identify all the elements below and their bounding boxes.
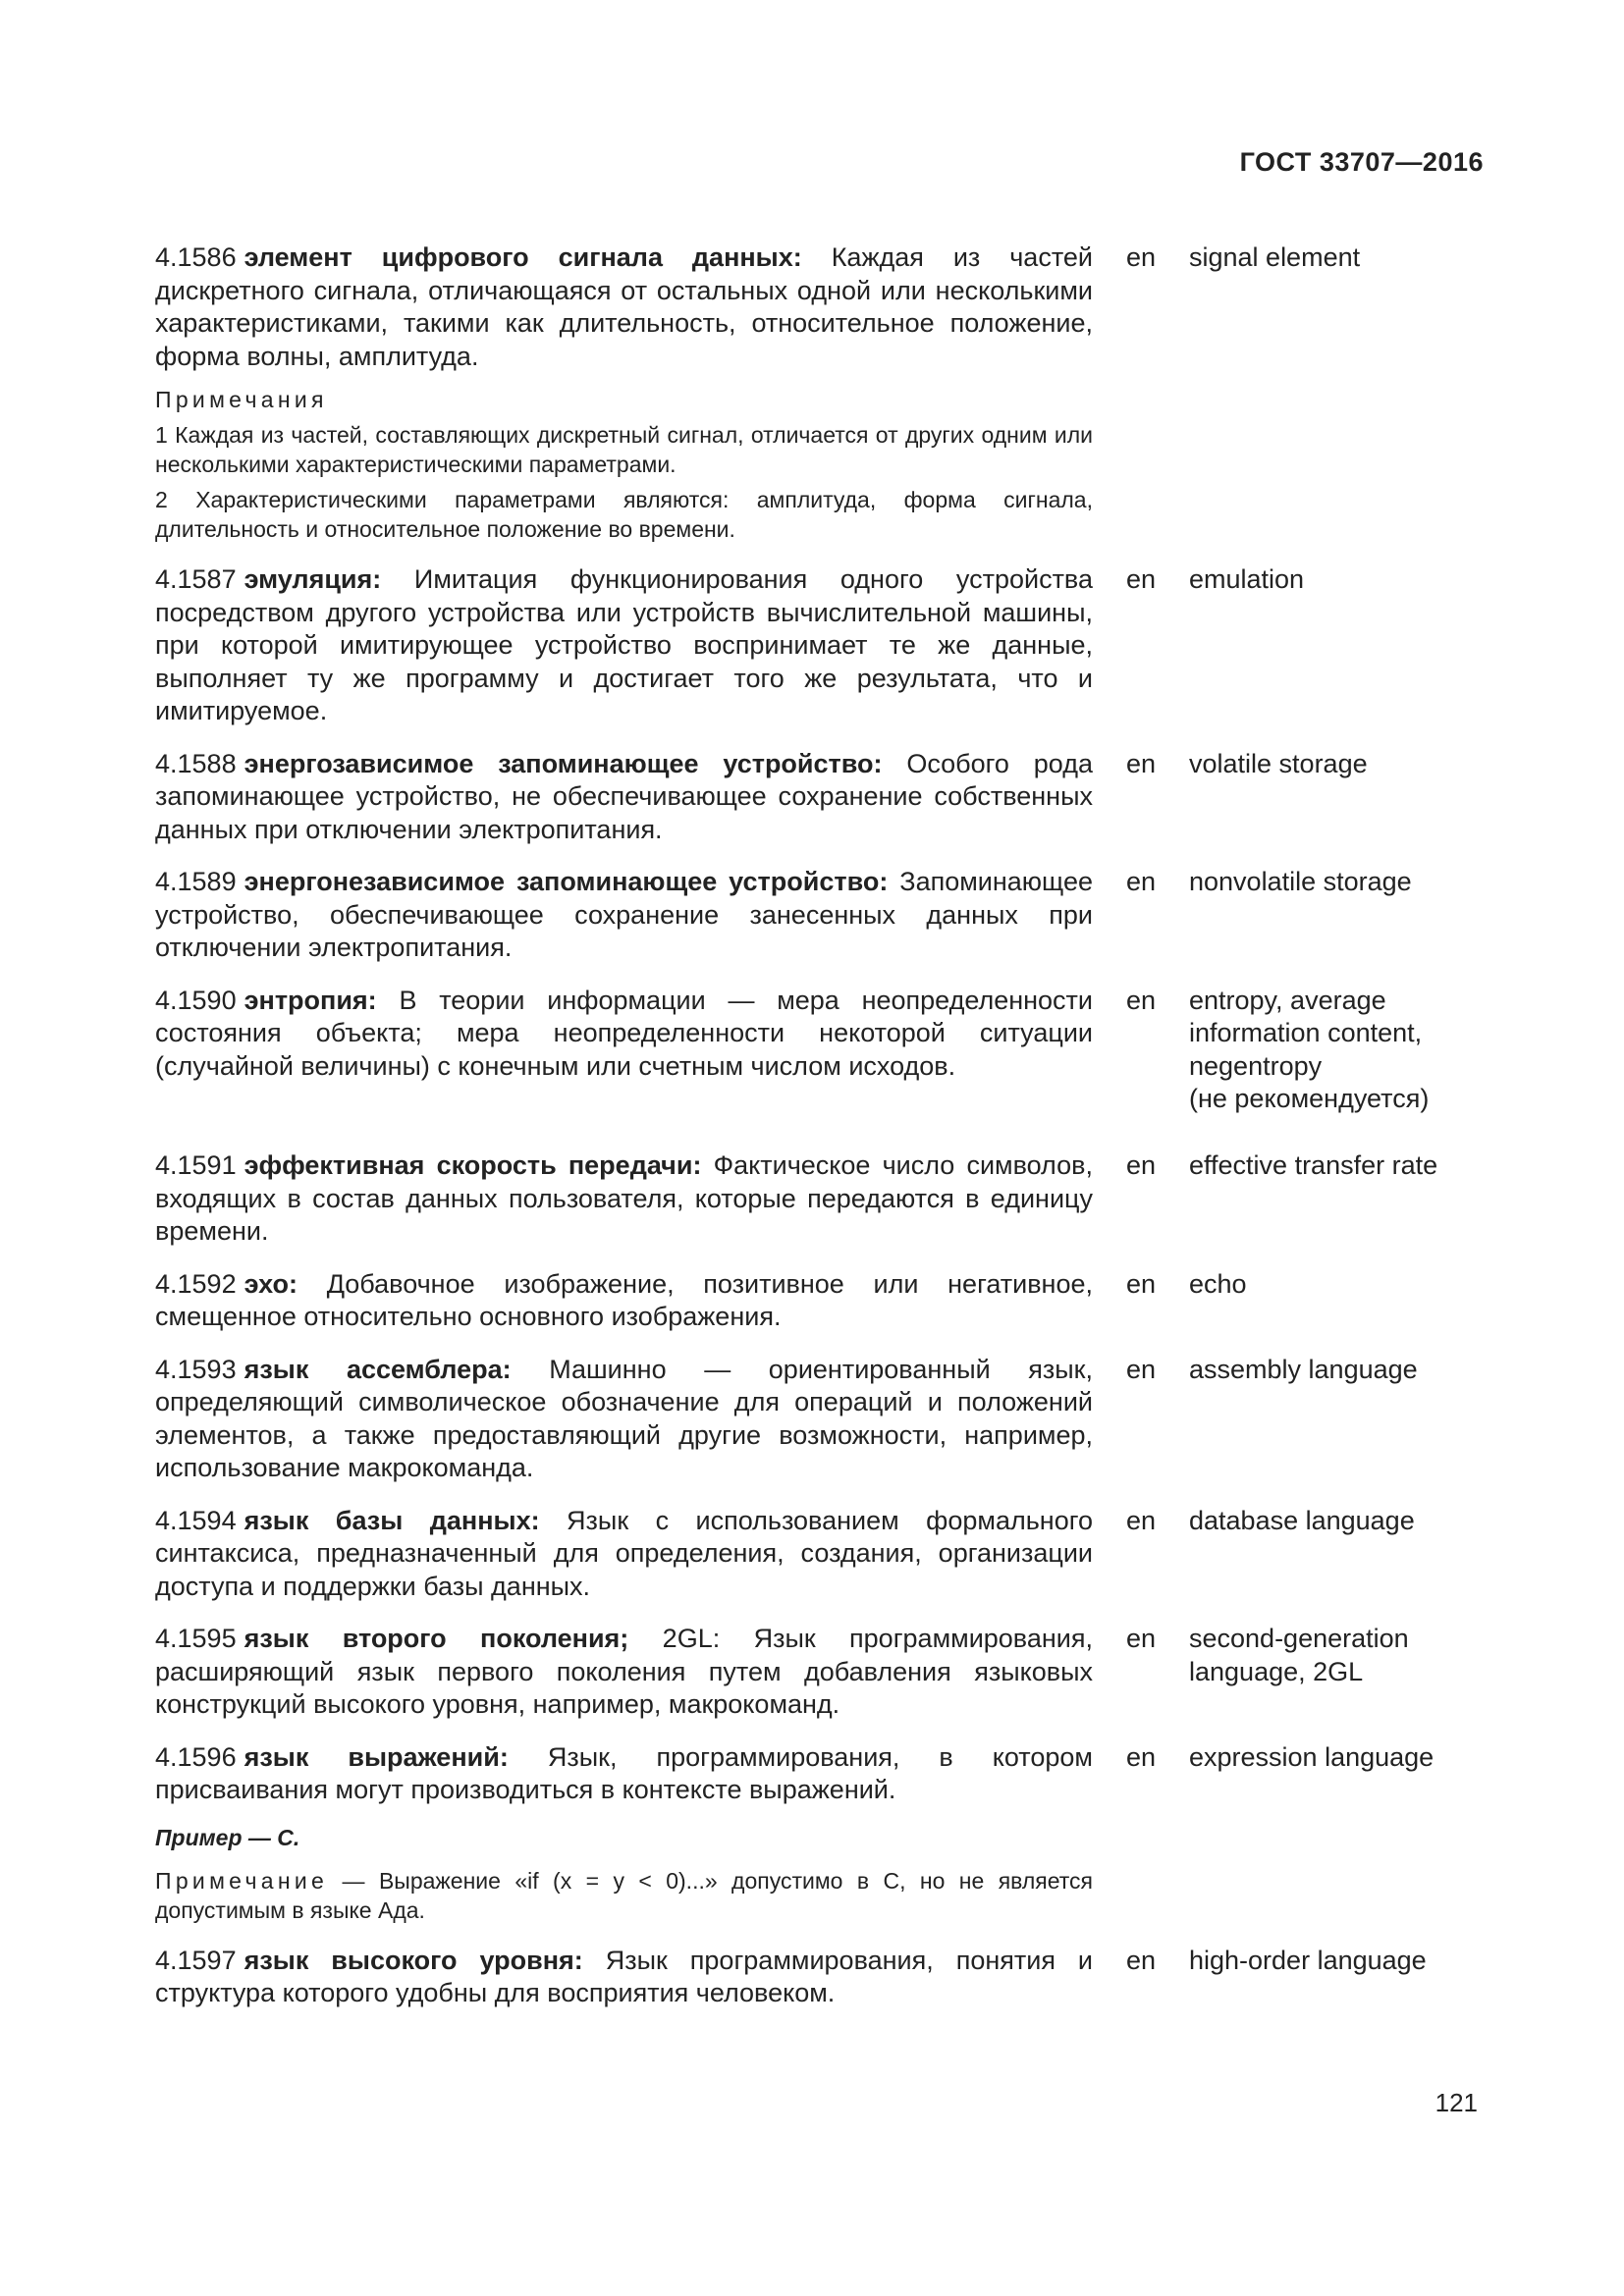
term-entries — [0, 241, 1624, 2030]
term-entry-4-1597 — [0, 1945, 1624, 2010]
term-entry-4-1596 — [0, 1741, 1624, 1925]
term-definition — [155, 241, 1093, 373]
term-entry-4-1594 — [0, 1505, 1624, 1604]
term-equivalent: assembly language — [1189, 1354, 1418, 1384]
term-definition — [155, 1354, 1093, 1485]
term-definition-text: 2GL: Язык программирования, расширяющий язык первого поколения путем добавления языковых конструкций высокого уровня, например, макрокоманд. — [155, 1624, 1093, 1719]
term-entry-4-1592 — [0, 1268, 1624, 1334]
term-name: элемент цифрового сигнала данных: — [244, 242, 802, 272]
term-equivalent-line: negentropy — [1189, 1050, 1323, 1081]
term-entry-4-1595 — [0, 1623, 1624, 1722]
page-number: 121 — [1435, 2088, 1478, 2117]
note-item: 1 Каждая из частей, составляющих дискретный сигнал, отличается от других одним или несколькими характеристическими параметрами. — [155, 422, 1093, 477]
term-number: 4.1596 — [155, 1741, 237, 1772]
term-equivalent: volatile storage — [1189, 748, 1368, 778]
term-equivalent: signal element — [1189, 242, 1361, 272]
term-entry-4-1587 — [0, 563, 1624, 728]
term-name: энтропия: — [244, 985, 377, 1015]
term-name: язык ассемблера: — [244, 1354, 512, 1384]
term-equivalent: emulation — [1189, 564, 1305, 594]
term-number: 4.1593 — [155, 1354, 237, 1384]
term-name: язык базы данных: — [244, 1505, 540, 1535]
term-definition-text: Имитация функционирования одного устройства посредством другого устройства или устройств вычислительной машины, при которой имитирующее устройство воспринимает те же данные, выполняет ту же программу и достигает того же результата, что и имитируемое. — [155, 564, 1093, 725]
term-equivalent: high-order language — [1189, 1945, 1427, 1975]
term-definition — [155, 748, 1093, 847]
term-number: 4.1588 — [155, 748, 237, 778]
term-definition-text: В теории информации — мера неопределенности состояния объекта; мера неопределенности некоторой ситуации (случайной величины) с конечным или счетным числом исходов. — [155, 985, 1093, 1081]
term-language: en — [1126, 867, 1157, 896]
note-label: Примечание — [155, 1867, 329, 1894]
term-number: 4.1590 — [155, 985, 237, 1015]
term-equivalent — [1189, 985, 1523, 1116]
term-name: эффективная скорость передачи: — [244, 1150, 702, 1180]
term-definition — [155, 1268, 1093, 1334]
term-language: en — [1126, 1150, 1157, 1180]
term-number: 4.1586 — [155, 242, 237, 272]
term-language: en — [1126, 1268, 1157, 1299]
notes-heading: Примечания — [155, 387, 328, 412]
term-number: 4.1595 — [155, 1624, 237, 1653]
term-definition — [155, 1149, 1093, 1249]
term-equivalent-line: second-generation — [1189, 1624, 1409, 1653]
term-entry-4-1590 — [0, 985, 1624, 1117]
term-definition — [155, 985, 1093, 1084]
term-name: эхо: — [244, 1268, 298, 1299]
term-definition — [155, 866, 1093, 965]
term-definition-text: Добавочное изображение, позитивное или негативное, смещенное относительно основного изображения. — [155, 1268, 1093, 1331]
term-entry-4-1588 — [0, 748, 1624, 847]
term-entry-4-1591 — [0, 1149, 1624, 1249]
note-text: — Выражение «if (x = y < 0)...» допустимо в С, но не является допустимым в языке Ада. — [155, 1867, 1093, 1923]
term-name: энергонезависимое запоминающее устройство: — [244, 867, 889, 896]
term-equivalent: effective transfer rate — [1189, 1150, 1438, 1180]
term-definition-text: Фактическое число символов, входящих в состав данных пользователя, которые передаются в единицу времени. — [155, 1150, 1093, 1246]
term-number: 4.1587 — [155, 564, 237, 594]
term-equivalent-line: (не рекомендуется) — [1189, 1084, 1430, 1113]
term-number: 4.1591 — [155, 1150, 237, 1180]
term-definition — [155, 1741, 1093, 1807]
term-entry-4-1589 — [0, 866, 1624, 965]
term-name: энергозависимое запоминающее устройство: — [244, 748, 883, 778]
term-number: 4.1597 — [155, 1945, 237, 1975]
term-entry-4-1586 — [0, 241, 1624, 544]
term-language: en — [1126, 748, 1157, 778]
term-name: язык высокого уровня: — [244, 1945, 583, 1975]
term-language: en — [1126, 564, 1157, 594]
term-equivalent-line: information content, — [1189, 1018, 1423, 1047]
inline-note — [155, 1866, 1093, 1925]
term-definition-text: Язык, программирования, в котором присваивания могут производиться в контексте выражений. — [155, 1741, 1093, 1804]
term-equivalent: echo — [1189, 1268, 1247, 1299]
term-name: язык выражений: — [244, 1741, 509, 1772]
document-standard-header: ГОСТ 33707—2016 — [1239, 147, 1484, 177]
term-definition-text: Машинно — ориентированный язык, определяющий символическое обозначение для операций и положений элементов, а также предоставляющий другие возможности, например, использование макрокоманда. — [155, 1354, 1093, 1482]
term-equivalent: expression language — [1189, 1741, 1435, 1772]
term-language: en — [1126, 1505, 1157, 1535]
term-name: эмуляция: — [244, 564, 382, 594]
term-language: en — [1126, 1741, 1157, 1772]
term-number: 4.1589 — [155, 867, 237, 896]
term-equivalent: database language — [1189, 1505, 1415, 1535]
term-number: 4.1594 — [155, 1505, 237, 1535]
example-text: Пример — С. — [155, 1824, 300, 1850]
term-equivalent-line: language, 2GL — [1189, 1656, 1364, 1686]
term-language: en — [1126, 1624, 1157, 1653]
term-definition-text: Запоминающее устройство, обеспечивающее сохранение занесенных данных при отключении электропитания. — [155, 867, 1093, 962]
term-language: en — [1126, 242, 1157, 272]
term-definition-text: Язык с использованием формального синтаксиса, предназначенный для определения, создания, организации доступа и поддержки базы данных. — [155, 1505, 1093, 1601]
term-equivalent: nonvolatile storage — [1189, 867, 1412, 896]
term-equivalent — [1189, 1623, 1523, 1688]
note-item: 2 Характеристическими параметрами являются: амплитуда, форма сигнала, длительность и относительное положение во времени. — [155, 487, 1093, 542]
term-definition — [155, 1505, 1093, 1604]
term-definition-text: Каждая из частей дискретного сигнала, отличающаяся от остальных одной или несколькими характеристиками, такими как длительность, относительное положение, форма волны, амплитуда. — [155, 242, 1093, 371]
term-name: язык второго поколения; — [244, 1624, 629, 1653]
term-definition-text: Особого рода запоминающее устройство, не обеспечивающее сохранение собственных данных при отключении электропитания. — [155, 748, 1093, 844]
term-number: 4.1592 — [155, 1268, 237, 1299]
term-language: en — [1126, 1354, 1157, 1384]
term-definition — [155, 563, 1093, 728]
term-language: en — [1126, 985, 1157, 1015]
term-language: en — [1126, 1945, 1157, 1975]
term-definition — [155, 1623, 1093, 1722]
term-equivalent-line: entropy, average — [1189, 985, 1386, 1015]
term-definition — [155, 1945, 1093, 2010]
term-entry-4-1593 — [0, 1354, 1624, 1485]
term-definition-text: Язык программирования, понятия и структура которого удобны для восприятия человеком. — [155, 1945, 1093, 2007]
